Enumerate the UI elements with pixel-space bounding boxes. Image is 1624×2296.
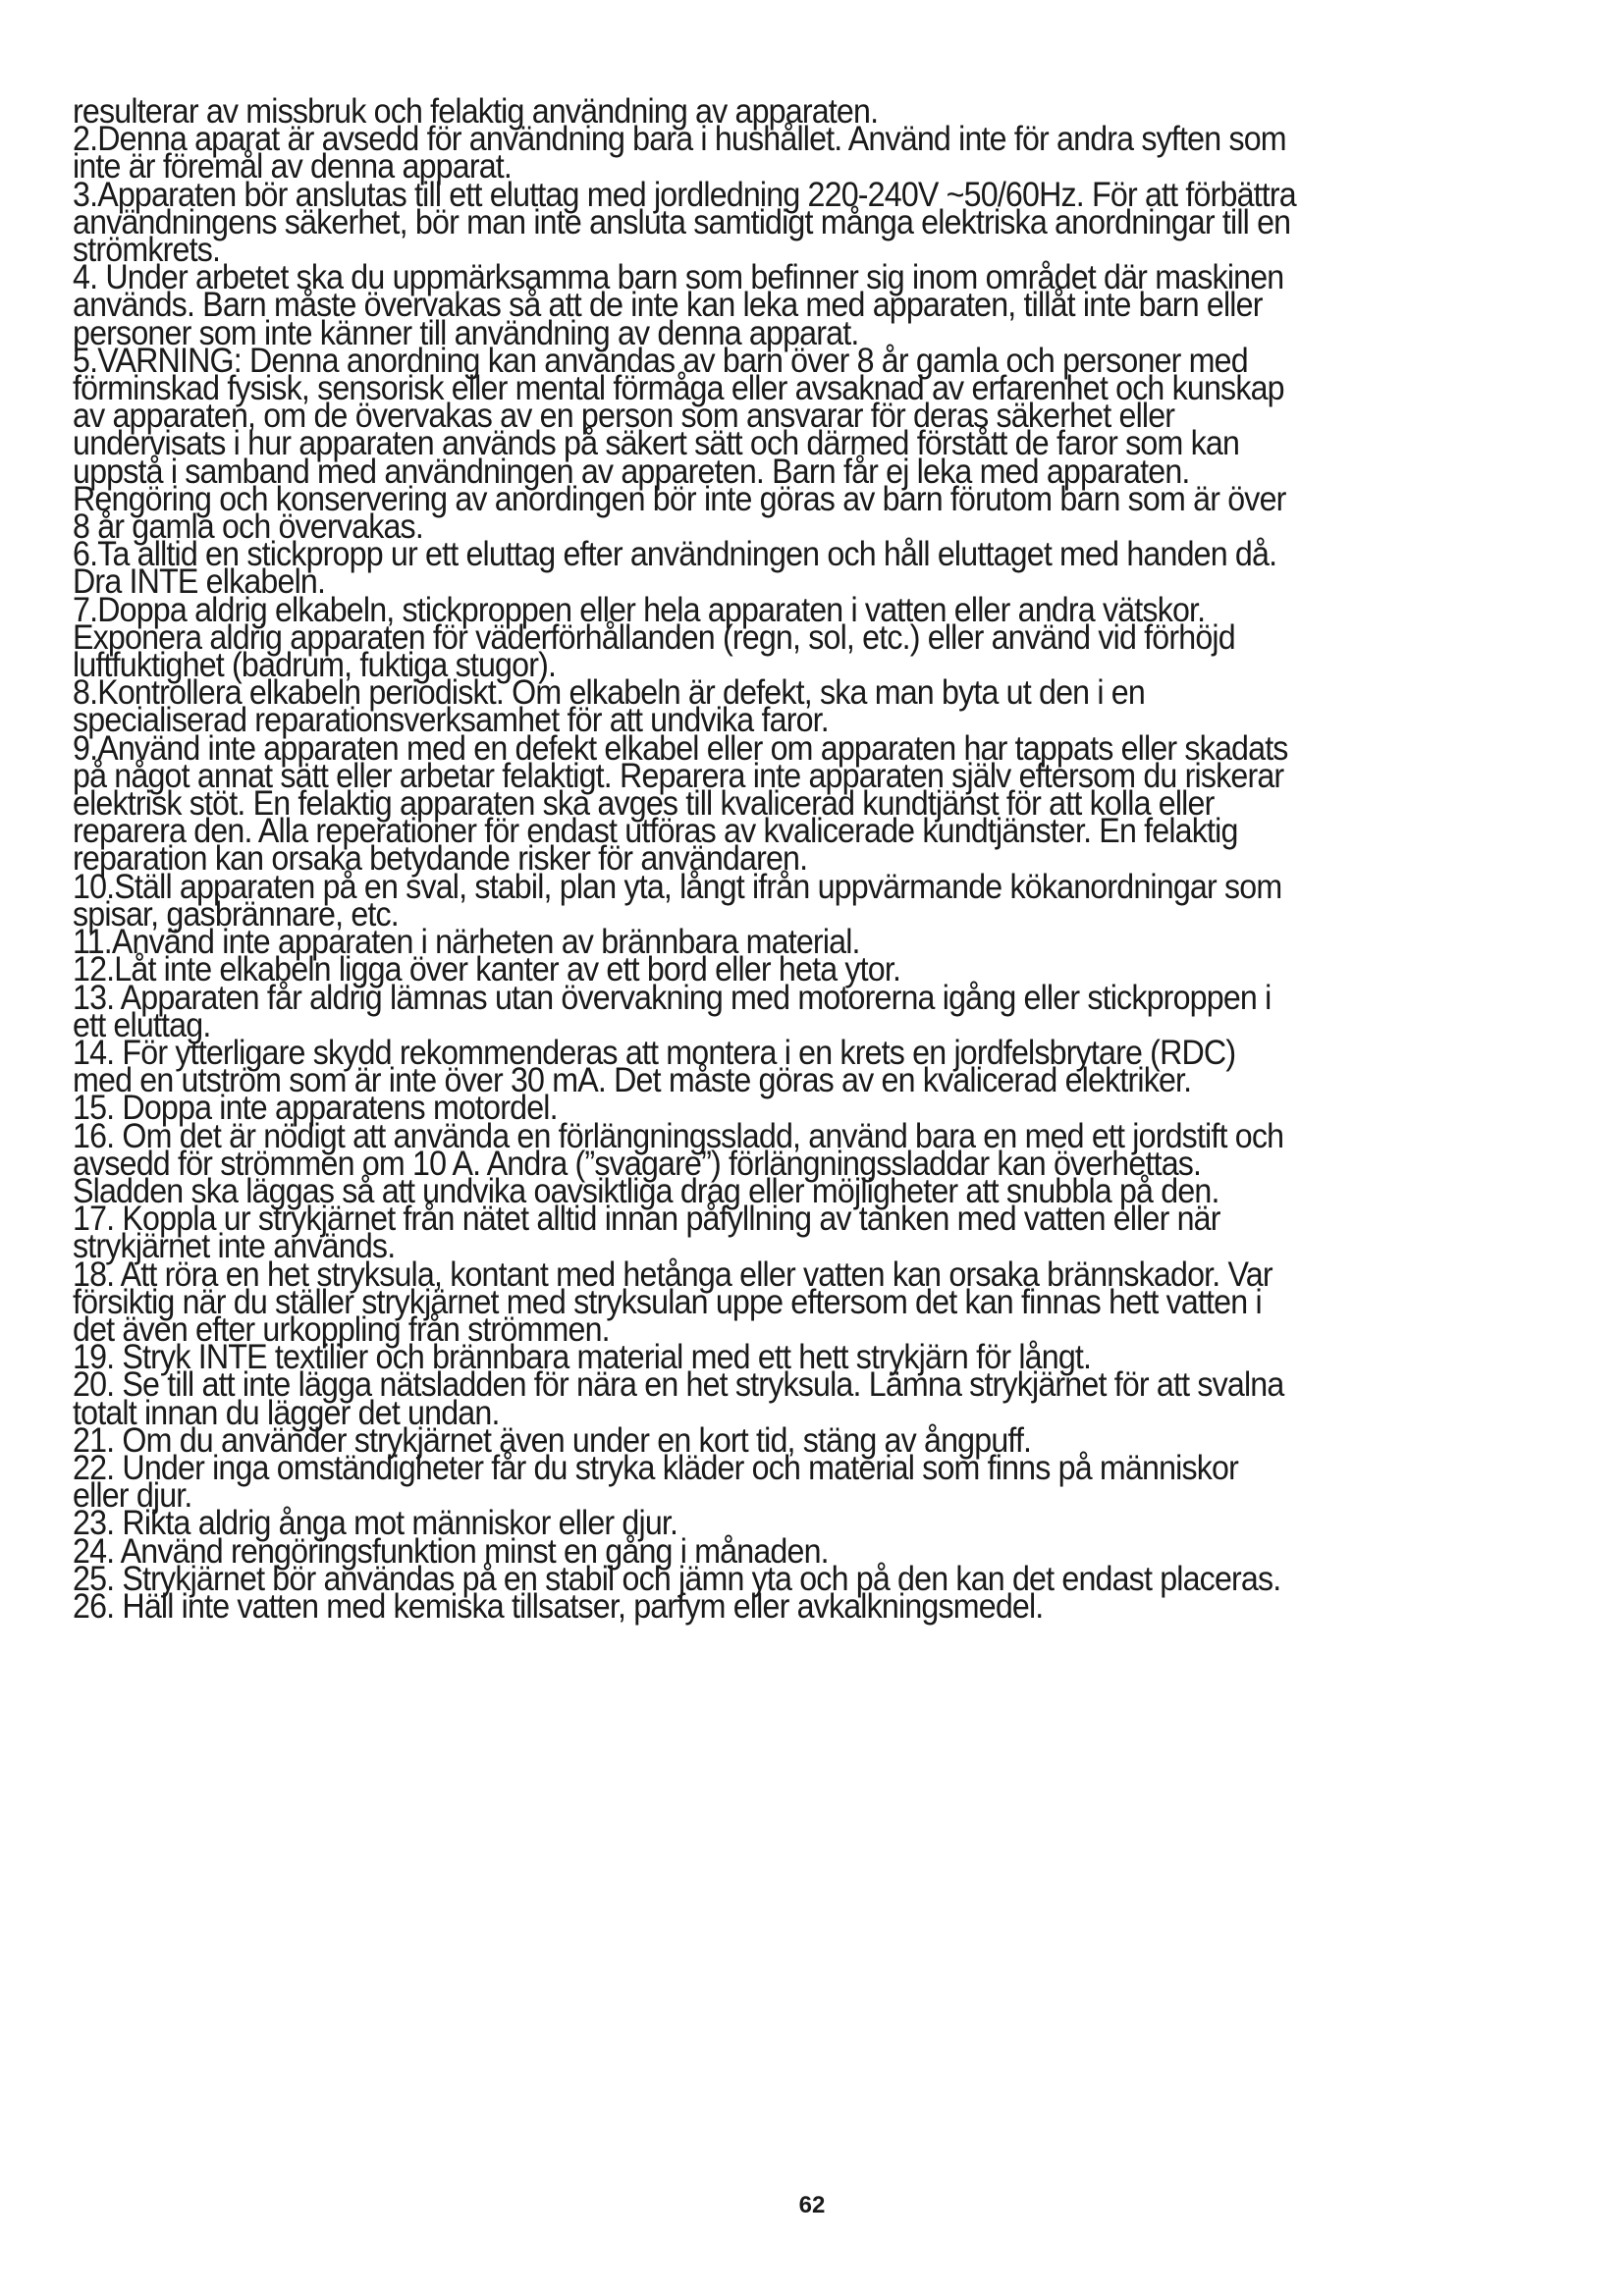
paragraph-item-22: 22. Under inga omständigheter får du stryka kläder och material som finns på människor eller djur. [73,1448,1239,1516]
paragraph-item-21: 21. Om du använder strykjärnet även under en kort tid, stäng av ångpuff. [73,1420,1032,1460]
paragraph-item-4: 4. Under arbetet ska du uppmärksamma barn som befinner sig inom området där maskinen används. Barn måste övervakas så att de inte kan leka med apparaten, tillåt inte barn eller personer som inte känner till användning av denna apparat. [73,258,1284,352]
paragraph-item-10: 10.Ställ apparaten på en sval, stabil, plan yta, långt ifrån uppvärmande kökanordningar som spisar, gasbrännare, etc. [73,867,1282,934]
paragraph-item-15: 15. Doppa inte apparatens motordel. [73,1089,558,1128]
paragraph-item-25: 25. Strykjärnet bör användas på en stabil och jämn yta och på den kan det endast placeras. [73,1559,1281,1598]
paragraph-item-17: 17. Koppla ur strykjärnet från nätet alltid innan påfyllning av tanken med vatten eller när strykjärnet inte används. [73,1200,1220,1266]
paragraph-item-14: 14. För ytterligare skydd rekommenderas att montera i en krets en jordfelsbrytare (RDC) med en utström som är inte över 30 mA. Det måste göras av en kvalicerad elektriker. [73,1033,1236,1100]
paragraph-item-16: 16. Om det är nödigt att använda en förlängningssladd, använd bara en med ett jordstift och avsedd för strömmen om 10 A. Andra (”svagare”) förlängningssladdar kan överhettas. Sladden ska läggas så att undvika oavsiktliga drag eller möjligheter att snubbla på den. [73,1116,1284,1210]
paragraph-item-3: 3.Apparaten bör anslutas till ett eluttag med jordledning 220-240V ~50/60Hz. För att förbättra användningens säkerhet, bör man inte ansluta samtidigt många elektriska anordningar till en strömkrets. [73,175,1296,270]
paragraph-item-12: 12.Låt inte elkabeln ligga över kanter av ett bord eller heta ytor. [73,950,901,989]
page-number: 62 [798,2192,826,2218]
paragraph-item-20: 20. Se till att inte lägga nätsladden för nära en het stryksula. Lämna strykjärnet för att svalna totalt innan du lägger det undan. [73,1365,1284,1432]
paragraph-item-6: 6.Ta alltid en stickpropp ur ett eluttag efter användningen och håll eluttaget med handen då. Dra INTE elkabeln. [73,535,1277,602]
paragraph-item-26: 26. Häll inte vatten med kemiska tillsatser, parfym eller avkalkningsmedel. [73,1586,1044,1626]
paragraph-item-2: 2.Denna aparat är avsedd för användning bara i hushållet. Använd inte för andra syften som inte är föremål av denna apparat. [73,120,1286,187]
paragraph-item-19: 19. Stryk INTE textilier och brännbara material med ett hett strykjärn för långt. [73,1338,1092,1377]
paragraph-intro-continuation: resulterar av missbruk och felaktig användning av apparaten. [73,92,879,131]
safety-instructions-text [73,92,1445,1626]
paragraph-item-13: 13. Apparaten får aldrig lämnas utan övervakning med motorerna igång eller stickproppen i ett eluttag. [73,978,1272,1044]
paragraph-item-23: 23. Rikta aldrig ånga mot människor eller djur. [73,1504,678,1543]
paragraph-item-11: 11.Använd inte apparaten i närheten av brännbara material. [73,923,860,962]
paragraph-item-18: 18. Att röra en het stryksula, kontant med hetånga eller vatten kan orsaka brännskador. Var försiktig när du ställer strykjärnet med stryksulan uppe eftersom det kan finnas hett vatten i det även efter urkoppling från strömmen. [73,1255,1272,1349]
paragraph-item-9: 9.Använd inte apparaten med en defekt elkabel eller om apparaten har tappats eller skadats på något annat sätt eller arbetar felaktigt. Reparera inte apparaten själv eftersom du riskerar elektrisk stöt. En felaktig apparaten ska avges till kvalicerad kundtjänst för att kolla eller reparera den. Alla reperationer för endast utföras av kvalicerade kundtjänster. En felaktig reparation kan orsaka betydande risker för användaren. [73,728,1288,879]
paragraph-item-7: 7.Doppa aldrig elkabeln, stickproppen eller hela apparaten i vatten eller andra vätskor. Exponera aldrig apparaten för väderförhållanden (regn, sol, etc.) eller använd vid förhöjd luftfuktighet (badrum, fuktiga stugor). [73,590,1235,685]
paragraph-item-5-warning: 5.VARNING: Denna anordning kan användas av barn över 8 år gamla och personer med förminskad fysisk, sensorisk eller mental förmåga eller avsaknad av erfarenhet och kunskap av apparaten, om de övervakas av en person som ansvarar för deras säkerhet eller undervisats i hur apparaten används på säkert sätt och därmed förstått de faror som kan uppstå i samband med användningen av appareten. Barn får ej leka med apparaten. Rengöring och konservering av anordingen bör inte göras av barn förutom barn som är över 8 år gamla och övervakas. [73,341,1286,547]
paragraph-item-24: 24. Använd rengöringsfunktion minst en gång i månaden. [73,1531,829,1571]
paragraph-item-8: 8.Kontrollera elkabeln periodiskt. Om elkabeln är defekt, ska man byta ut den i en specialiserad reparationsverksamhet för att undvika faror. [73,673,1145,740]
